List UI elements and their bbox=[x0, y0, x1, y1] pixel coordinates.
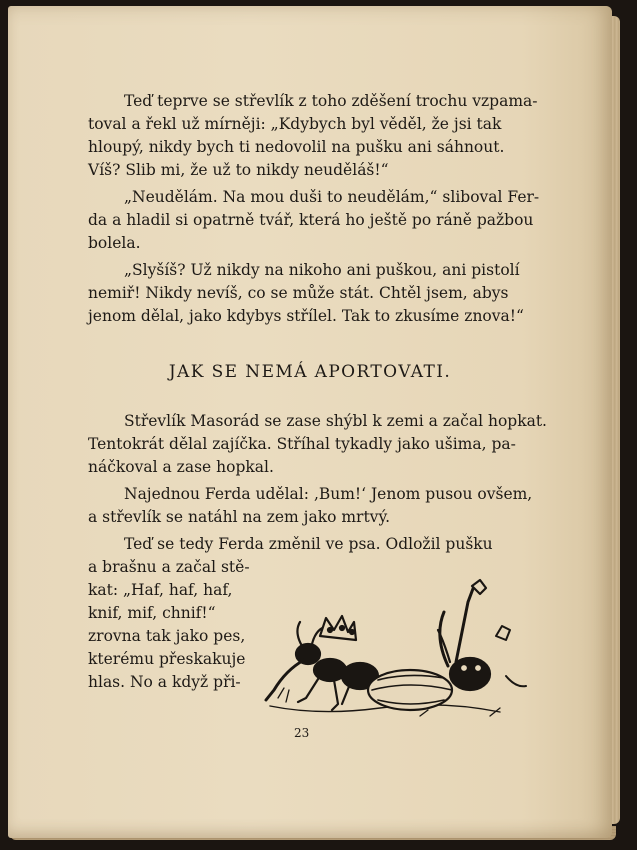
text-line: nemiř! Nikdy nevíš, co se může stát. Chtěl jsem, abys bbox=[88, 284, 509, 302]
walking-stick bbox=[266, 660, 304, 700]
text-line: hloupý, nikdy bych ti nedovolil na pušku ani sáhnout. bbox=[88, 138, 505, 156]
text-line: a střevlík se natáhl na zem jako mrtvý. bbox=[88, 508, 391, 526]
text-line: Tentokrát dělal zajíčka. Stříhal tykadly jako ušima, pa- bbox=[88, 435, 516, 453]
text-line: Najednou Ferda udělal: ‚Bum!‘ Jenom pusou ovšem, bbox=[124, 485, 533, 503]
text-line: hlas. No a když při- bbox=[88, 673, 241, 691]
text-line: kterému přeskakuje bbox=[88, 650, 246, 668]
beetle-legs bbox=[440, 586, 474, 666]
text-line: kat: „Haf, haf, haf, bbox=[88, 581, 233, 599]
page-number: 23 bbox=[294, 726, 310, 740]
text-line: Teď teprve se střevlík z toho zděšení trochu vzpama- bbox=[124, 92, 538, 110]
text-line: knif, mif, chnif!“ bbox=[88, 604, 216, 622]
text-line: zrovna tak jako pes, bbox=[88, 627, 246, 645]
beetle-extra-legs bbox=[496, 626, 526, 686]
text-line: „Slyšíš? Už nikdy na nikoho ani puškou, ani pistolí bbox=[124, 261, 520, 279]
chapter-heading: JAK SE NEMÁ APORTOVATI. bbox=[168, 362, 452, 382]
text-line: jenom dělal, jako kdybys střílel. Tak to zkusíme znova!“ bbox=[88, 307, 524, 325]
text-line: da a hladil si opatrně tvář, která ho ještě po ráně pažbou bbox=[88, 211, 534, 229]
text-line: toval a řekl už mírněji: „Kdybych byl věděl, že jsi tak bbox=[88, 115, 502, 133]
text-line: Teď se tedy Ferda změnil ve psa. Odložil pušku bbox=[124, 535, 493, 553]
text-line: Střevlík Masorád se zase shýbl k zemi a začal hopkat. bbox=[124, 412, 547, 430]
text-line: Víš? Slib mi, že už to nikdy neuděláš!“ bbox=[88, 161, 389, 179]
text-line: bolela. bbox=[88, 234, 141, 252]
beetle-foot bbox=[472, 580, 486, 594]
ant-and-beetle-illustration bbox=[260, 566, 540, 726]
text-line: „Neudělám. Na mou duši to neudělám,“ sliboval Fer- bbox=[124, 188, 540, 206]
text-line: a brašnu a začal stě- bbox=[88, 558, 250, 576]
crown-hat bbox=[320, 616, 356, 640]
text-line: náčkoval a zase hopkal. bbox=[88, 458, 274, 476]
book-page bbox=[8, 6, 612, 838]
